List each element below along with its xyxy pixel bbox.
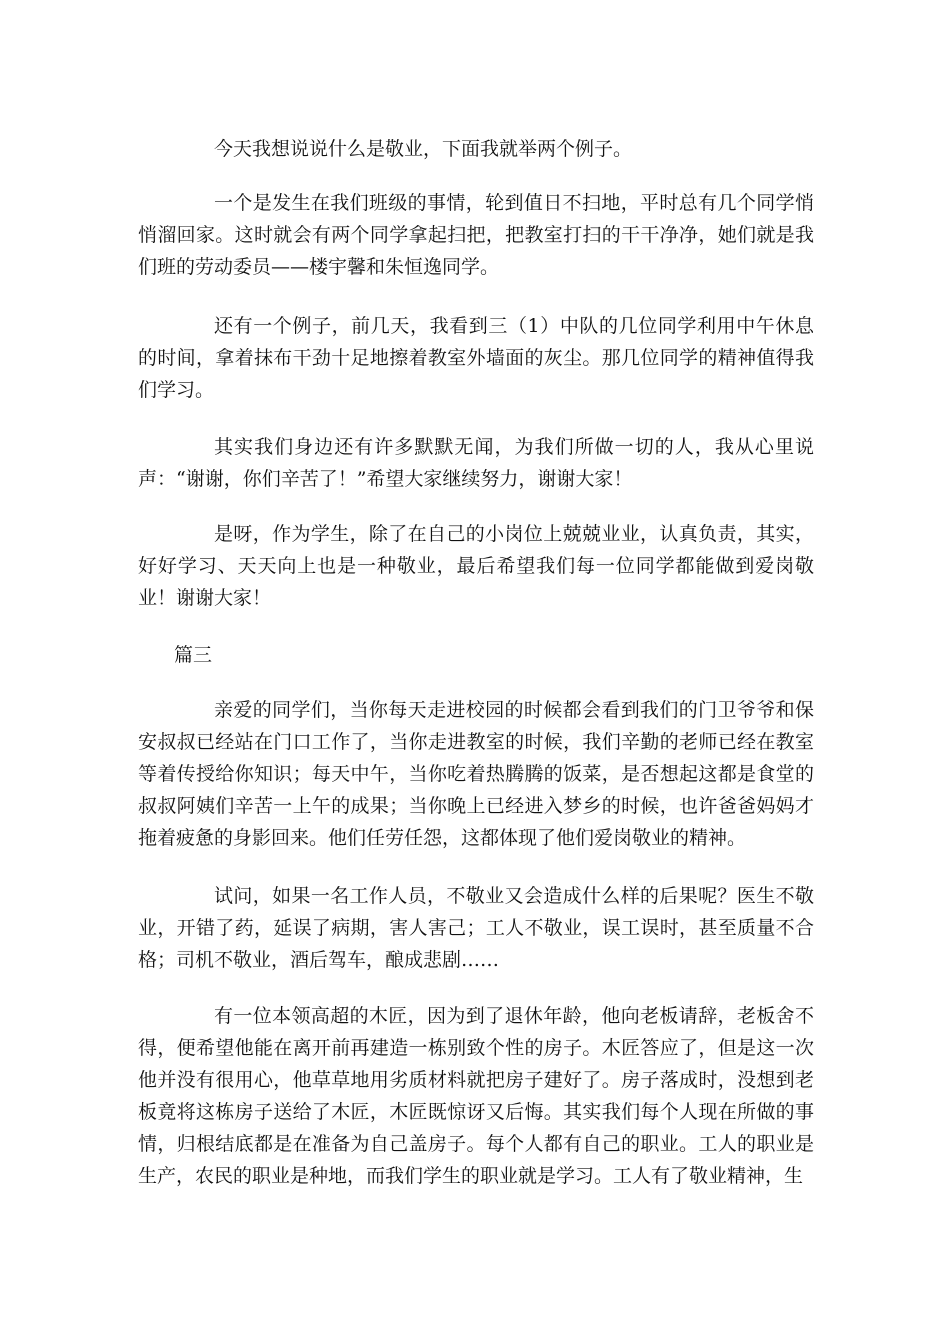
section-heading: 篇三 bbox=[174, 644, 213, 666]
paragraph-second-example: 还有一个例子，前几天，我看到三（1）中队的几位同学利用中午休息的时间，拿着抹布干劲十足地擦着教室外墙面的灰尘。那几位同学的精神值得我们学习。 bbox=[138, 315, 814, 401]
paragraph-carpenter-story: 有一位本领高超的木匠，因为到了退休年龄，他向老板请辞，老板舍不得，便希望他能在离开前再建造一栋别致个性的房子。木匠答应了，但是这一次他并没有很用心，他草草地用劣质材料就把房子建好了。房子落成时，没想到老板竟将这栋房子送给了木匠，木匠既惊讶又后悔。其实我们每个人现在所做的事情，归根结底都是在准备为自己盖房子。每个人都有自己的职业。工人的职业是生产，农民的职业是种地，而我们学生的职业就是学习。工人有了敬业精神，生 bbox=[138, 1005, 814, 1187]
paragraph-intro: 今天我想说说什么是敬业，下面我就举两个例子。 bbox=[214, 138, 633, 160]
paragraph-consequences: 试问，如果一名工作人员，不敬业又会造成什么样的后果呢？医生不敬业，开错了药，延误了病期，害人害己；工人不敬业，误工误时，甚至质量不合格；司机不敬业，酒后驾车，酿成悲剧…… bbox=[138, 885, 814, 971]
paragraph-dear-students: 亲爱的同学们，当你每天走进校园的时候都会看到我们的门卫爷爷和保安叔叔已经站在门口工作了，当你走进教室的时候，我们辛勤的老师已经在教室等着传授给你知识；每天中午，当你吃着热腾腾的饭菜，是否想起这都是食堂的叔叔阿姨们辛苦一上午的成果；当你晚上已经进入梦乡的时候，也许爸爸妈妈才拖着疲惫的身影回来。他们任劳任怨，这都体现了他们爱岗敬业的精神。 bbox=[138, 699, 814, 849]
paragraph-thanks: 其实我们身边还有许多默默无闻，为我们所做一切的人，我从心里说声：“谢谢，你们辛苦了！”希望大家继续努力，谢谢大家！ bbox=[138, 436, 814, 490]
paragraph-student-dedication: 是呀，作为学生，除了在自己的小岗位上兢兢业业，认真负责，其实，好好学习、天天向上也是一种敬业，最后希望我们每一位同学都能做到爱岗敬业！谢谢大家！ bbox=[138, 523, 814, 609]
paragraph-class-example: 一个是发生在我们班级的事情，轮到值日不扫地，平时总有几个同学悄悄溜回家。这时就会有两个同学拿起扫把，把教室打扫的干干净净，她们就是我们班的劳动委员——楼宇馨和朱恒逸同学。 bbox=[138, 192, 814, 278]
